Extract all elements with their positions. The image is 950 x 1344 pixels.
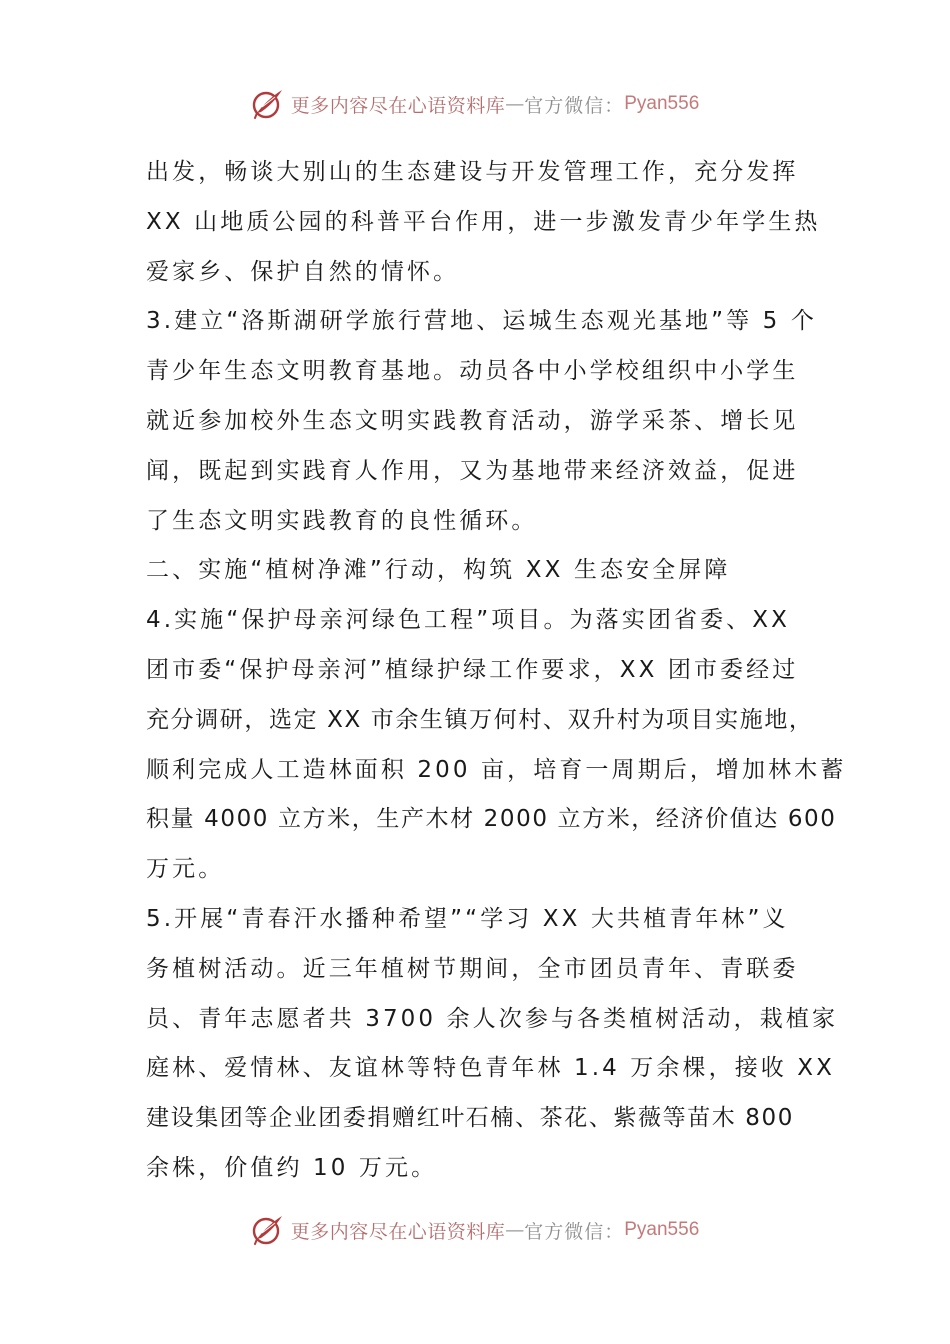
text-line: XX 山地质公园的科普平台作用，进一步激发青少年学生热 <box>146 208 821 235</box>
wechat-label: 官方微信： <box>524 94 625 117</box>
quill-logo-icon <box>251 87 285 121</box>
footer-banner <box>0 1208 950 1252</box>
text-line: 顺利完成人工造林面积 200 亩，培育一周期后，增加林木蓄 <box>146 756 847 783</box>
text-line: 3.建立“洛斯湖研学旅行营地、运城生态观光基地”等 5 个 <box>146 308 817 335</box>
banner-separator: — <box>505 1219 525 1241</box>
text-line: 爱家乡、保护自然的情怀。 <box>146 258 460 285</box>
document-body <box>146 148 847 1194</box>
text-line: 积量 4000 立方米，生产木材 2000 立方米，经济价值达 600 <box>146 806 837 833</box>
text-line: 务植树活动。近三年植树节期间，全市团员青年、青联委 <box>146 955 799 982</box>
text-line: 员、青年志愿者共 3700 余人次参与各类植树活动，栽植家 <box>146 1005 839 1032</box>
wechat-id: Pyan556 <box>624 1219 700 1240</box>
text-line: 5.开展“青春汗水播种希望”“学习 XX 大共植青年林”义 <box>146 905 789 932</box>
text-line: 闻，既起到实践育人作用，又为基地带来经济效益，促进 <box>146 457 799 484</box>
wechat-label: 官方微信： <box>524 1220 625 1243</box>
text-line: 庭林、爱情林、友谊林等特色青年林 1.4 万余棵，接收 XX <box>146 1055 836 1082</box>
text-line: 出发，畅谈大别山的生态建设与开发管理工作，充分发挥 <box>146 159 799 185</box>
text-line: 团市委“保护母亲河”植绿护绿工作要求，XX 团市委经过 <box>146 656 799 683</box>
banner-separator: — <box>505 93 525 115</box>
quill-logo-icon <box>251 1213 285 1247</box>
text-line: 了生态文明实践教育的良性循环。 <box>146 507 538 534</box>
header-banner <box>0 82 950 126</box>
wechat-id: Pyan556 <box>624 93 700 114</box>
text-line: 4.实施“保护母亲河绿色工程”项目。为落实团省委、XX <box>146 607 790 634</box>
site-text: 更多内容尽在心语资料库 <box>290 1220 506 1243</box>
text-line: 建设集团等企业团委捐赠红叶石楠、茶花、紫薇等苗木 800 <box>146 1105 795 1132</box>
section-heading: 二、实施“植树净滩”行动，构筑 XX 生态安全屏障 <box>146 557 731 584</box>
text-line: 余株，价值约 10 万元。 <box>146 1154 438 1181</box>
text-line: 青少年生态文明教育基地。动员各中小学校组织中小学生 <box>146 358 799 385</box>
site-text: 更多内容尽在心语资料库 <box>290 94 506 117</box>
text-line: 万元。 <box>146 856 225 883</box>
text-line: 充分调研，选定 XX 市余生镇万何村、双升村为项目实施地， <box>146 706 814 733</box>
text-line: 就近参加校外生态文明实践教育活动，游学采茶、增长见 <box>146 407 799 434</box>
